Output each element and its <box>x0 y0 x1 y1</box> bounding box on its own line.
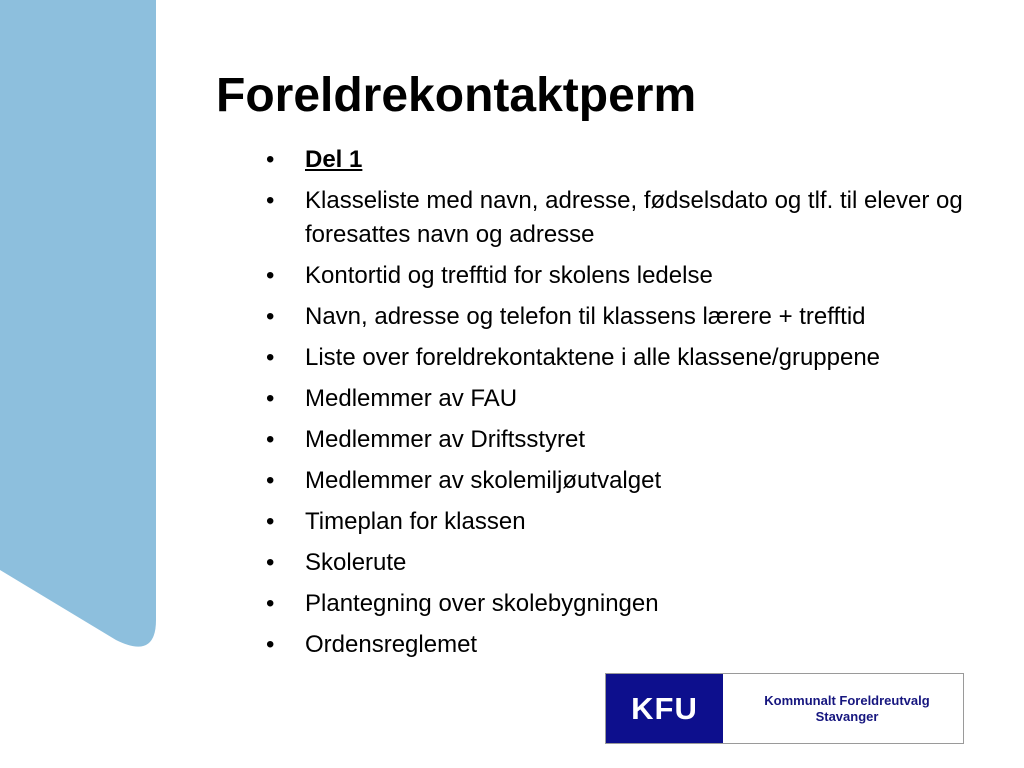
bullet-dot: • <box>266 590 275 617</box>
list-item <box>266 587 996 621</box>
list-item <box>266 505 996 539</box>
bullet-text: Liste over foreldrekontaktene i alle klassene/gruppene <box>305 344 881 371</box>
bullet-text: Del 1 <box>305 146 363 173</box>
bullet-dot: • <box>266 549 275 576</box>
list-item <box>266 464 996 498</box>
bullet-text: Ordensreglemet <box>305 631 478 658</box>
logo-organization <box>723 674 963 743</box>
bullet-dot: • <box>266 303 275 330</box>
bullet-text: Medlemmer av skolemiljøutvalget <box>305 467 662 494</box>
bullet-dot: • <box>266 262 275 289</box>
list-item <box>266 300 996 334</box>
bullet-dot: • <box>266 385 275 412</box>
logo-line-2: Stavanger <box>815 708 879 724</box>
bullet-dot: • <box>266 146 275 173</box>
bullet-dot: • <box>266 467 275 494</box>
decorative-side-shape <box>0 0 160 660</box>
logo-abbreviation: KFU <box>606 674 723 743</box>
list-item <box>266 628 996 662</box>
slide-title: Foreldrekontaktperm <box>216 69 697 122</box>
bullet-text: Timeplan for klassen <box>305 508 526 535</box>
bullet-text: Plantegning over skolebygningen <box>305 590 659 617</box>
bullet-text: Navn, adresse og telefon til klassens lærere + trefftid <box>305 303 866 330</box>
bullet-dot: • <box>266 187 275 214</box>
list-item <box>266 423 996 457</box>
bullet-text: Kontortid og trefftid for skolens ledelse <box>305 262 713 289</box>
bullet-text: Medlemmer av FAU <box>305 385 518 412</box>
list-item <box>266 184 996 252</box>
bullet-dot: • <box>266 631 275 658</box>
bullet-text: Klasseliste med navn, adresse, fødselsdato og tlf. til elever og foresattes navn og adresse <box>305 187 963 248</box>
bullet-text: Medlemmer av Driftsstyret <box>305 426 586 453</box>
kfu-logo <box>605 673 964 744</box>
logo-line-1: Kommunalt Foreldreutvalg <box>764 692 930 708</box>
bullet-text: Skolerute <box>305 549 407 576</box>
list-item <box>266 259 996 293</box>
bullet-item-heading <box>266 143 996 177</box>
bullet-list <box>266 143 996 669</box>
bullet-dot: • <box>266 508 275 535</box>
list-item <box>266 382 996 416</box>
list-item <box>266 546 996 580</box>
list-item <box>266 341 996 375</box>
bullet-dot: • <box>266 344 275 371</box>
bullet-dot: • <box>266 426 275 453</box>
